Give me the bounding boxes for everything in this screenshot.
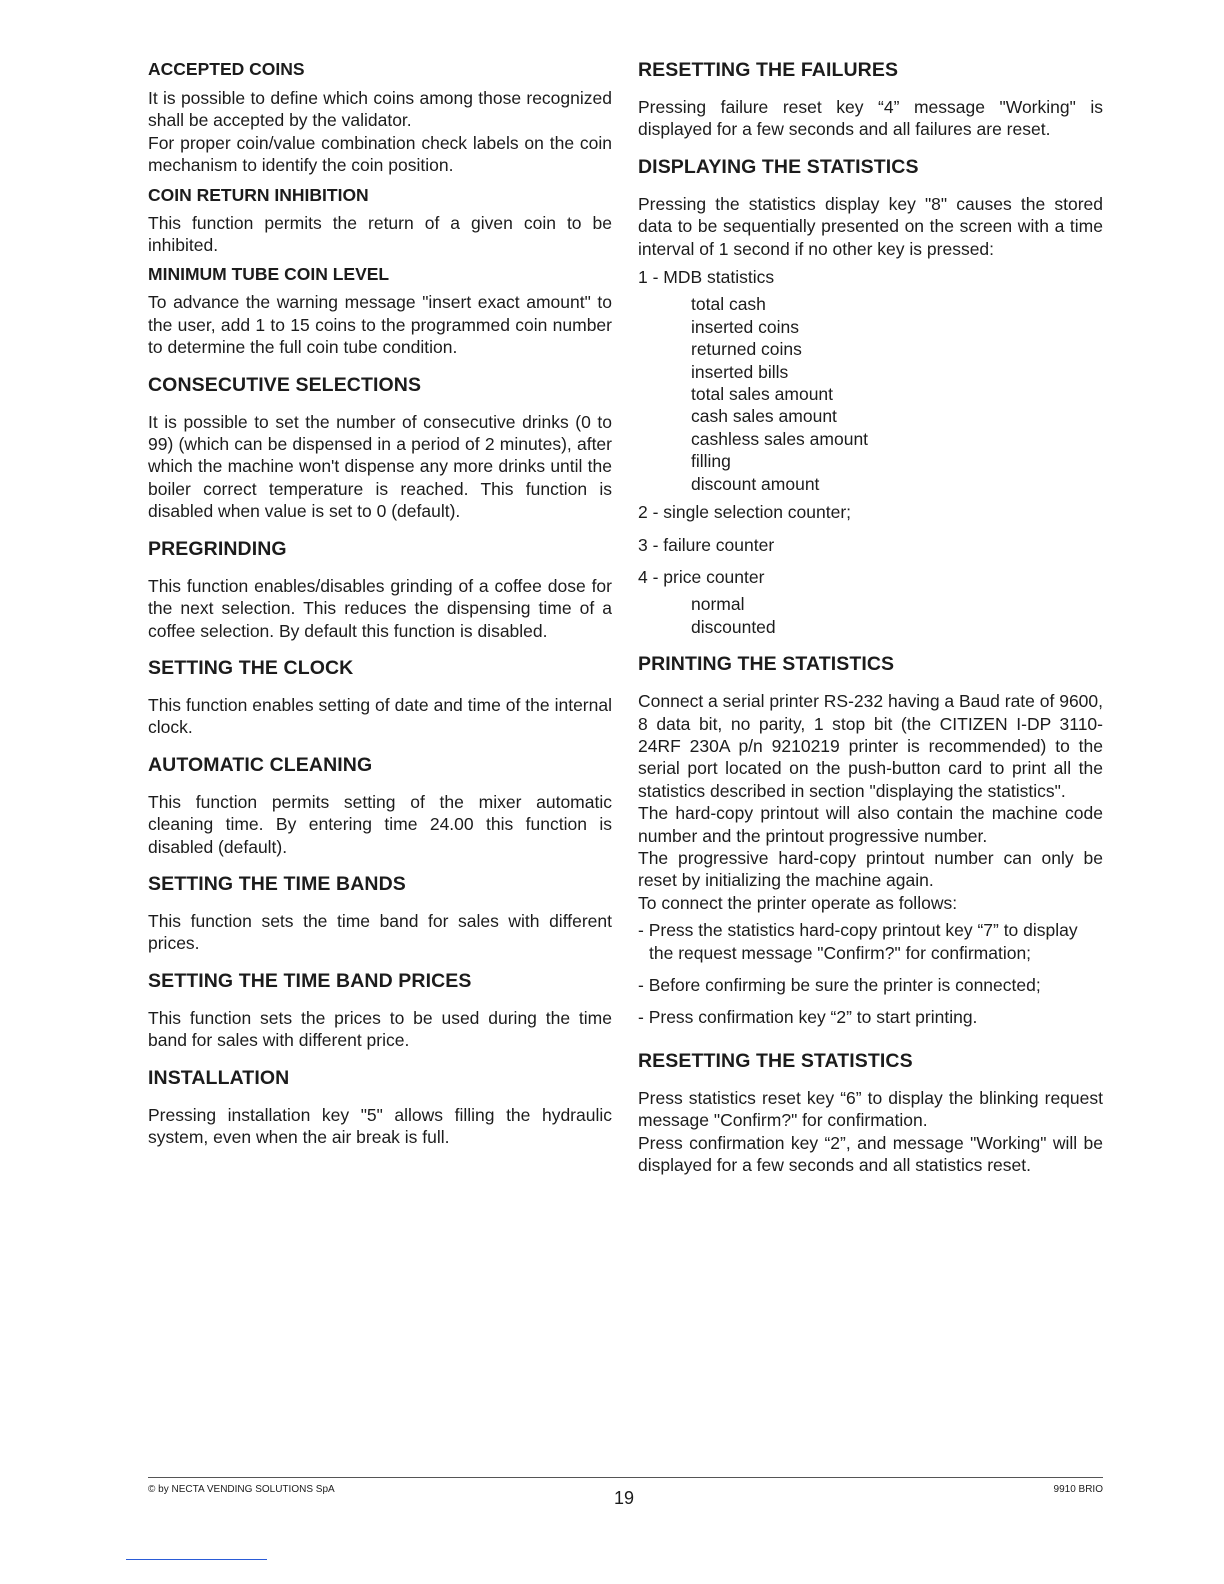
paragraph: This function enables setting of date and time of the internal clock. <box>148 694 612 738</box>
paragraph: Pressing installation key "5" allows filling the hydraulic system, even when the air break is full. <box>148 1104 612 1147</box>
paragraph: This function enables/disables grinding of a coffee dose for the next selection. This reduces the dispensing time of a coffee selection. By default this function is disabled. <box>148 575 612 641</box>
scan-artifact-line <box>126 1559 267 1560</box>
section-setting-the-time-bands <box>148 872 612 955</box>
heading-setting-the-time-band-prices: SETTING THE TIME BAND PRICES <box>148 969 472 992</box>
section-accepted-coins <box>148 58 612 177</box>
section-resetting-the-statistics <box>638 1049 1103 1177</box>
list-item: - Press the statistics hard-copy printout key “7” to display the request message "Confirm?" for confirmation; <box>638 920 1078 963</box>
paragraph: The progressive hard-copy printout number can only be reset by initializing the machine again. <box>638 847 1103 891</box>
heading-displaying-the-statistics: DISPLAYING THE STATISTICS <box>638 155 919 178</box>
list-item: discounted <box>691 616 776 637</box>
section-setting-the-time-band-prices <box>148 969 612 1052</box>
heading-coin-return-inhibition: COIN RETURN INHIBITION <box>148 184 369 205</box>
section-printing-the-statistics <box>638 652 1103 1029</box>
heading-automatic-cleaning: AUTOMATIC CLEANING <box>148 753 373 776</box>
section-consecutive-selections <box>148 373 612 523</box>
list-item: filling <box>691 451 731 472</box>
heading-resetting-the-failures: RESETTING THE FAILURES <box>638 59 899 81</box>
paragraph: The hard-copy printout will also contain the machine code number and the printout progressive number. <box>638 803 1103 846</box>
section-automatic-cleaning <box>148 753 612 858</box>
list-item: returned coins <box>691 339 802 360</box>
section-installation <box>148 1066 612 1149</box>
section-minimum-tube-coin-level <box>148 263 612 358</box>
left-column <box>148 58 612 1148</box>
section-displaying-the-statistics <box>638 155 1103 638</box>
list-item: inserted bills <box>691 361 789 382</box>
heading-printing-the-statistics: PRINTING THE STATISTICS <box>638 653 895 676</box>
footer-document-code: 9910 BRIO <box>1053 1484 1103 1495</box>
list-item: inserted coins <box>691 316 799 337</box>
heading-accepted-coins: ACCEPTED COINS <box>148 59 305 79</box>
mdb-statistics-list <box>638 293 1103 495</box>
heading-setting-the-clock: SETTING THE CLOCK <box>148 656 354 679</box>
paragraph: To connect the printer operate as follows: <box>638 892 958 913</box>
footer-divider <box>148 1477 1103 1478</box>
section-resetting-the-failures <box>638 58 1103 141</box>
paragraph: This function permits setting of the mixer automatic cleaning time. By entering time 24.00 this function is disabled (default). <box>148 791 612 857</box>
right-column <box>638 58 1103 1176</box>
heading-setting-the-time-bands: SETTING THE TIME BANDS <box>148 872 406 895</box>
list-item: 1 - MDB statistics <box>638 267 775 288</box>
paragraph: Press confirmation key “2”, and message "Working" will be displayed for a few seconds and all statistics reset. <box>638 1132 1103 1176</box>
paragraph: This function sets the time band for sales with different prices. <box>148 910 612 954</box>
paragraph: For proper coin/value combination check labels on the coin mechanism to identify the coin position. <box>148 132 612 176</box>
paragraph: It is possible to define which coins among those recognized shall be accepted by the validator. <box>148 88 612 131</box>
paragraph: This function permits the return of a given coin to be inhibited. <box>148 212 612 256</box>
paragraph: It is possible to set the number of consecutive drinks (0 to 99) (which can be dispensed in a period of 2 minutes), after which the machine won't dispense any more drinks until the boiler correct temperature is reached. This function is disabled when value is set to 0 (default). <box>148 411 612 522</box>
list-item: cash sales amount <box>691 406 837 427</box>
list-item: 4 - price counter <box>638 566 765 587</box>
list-item: discount amount <box>691 473 820 494</box>
paragraph: To advance the warning message "insert exact amount" to the user, add 1 to 15 coins to the programmed coin number to determine the full coin tube condition. <box>148 292 612 358</box>
list-item: total cash <box>691 294 766 315</box>
price-counter-list <box>638 593 1103 638</box>
paragraph: Pressing failure reset key “4” message "Working" is displayed for a few seconds and all failures are reset. <box>638 97 1103 140</box>
heading-consecutive-selections: CONSECUTIVE SELECTIONS <box>148 373 422 396</box>
paragraph: Pressing the statistics display key "8" causes the stored data to be sequentially presented on the screen with a time interval of 1 second if no other key is pressed: <box>638 193 1103 259</box>
heading-resetting-the-statistics: RESETTING THE STATISTICS <box>638 1049 913 1072</box>
paragraph: Press statistics reset key “6” to display the blinking request message "Confirm?" for confirmation. <box>638 1087 1103 1131</box>
heading-pregrinding: PREGRINDING <box>148 537 287 560</box>
heading-minimum-tube-coin-level: MINIMUM TUBE COIN LEVEL <box>148 264 390 285</box>
paragraph: Connect a serial printer RS-232 having a Baud rate of 9600, 8 data bit, no parity, 1 stop bit (the CITIZEN I-DP 3110-24RF 230A p/n 9210219 printer is recommended) to the serial port located on the push-button card to print all the statistics described in section "displaying the statistics". <box>638 691 1104 801</box>
list-item: normal <box>691 594 745 615</box>
section-coin-return-inhibition <box>148 184 612 257</box>
page-number: 19 <box>614 1488 635 1508</box>
list-item: 2 - single selection counter; <box>638 502 852 523</box>
paragraph: This function sets the prices to be used during the time band for sales with different price. <box>148 1007 612 1051</box>
list-item: total sales amount <box>691 384 834 405</box>
list-item: 3 - failure counter <box>638 534 775 555</box>
section-pregrinding <box>148 537 612 642</box>
section-setting-the-clock <box>148 656 612 739</box>
list-item: cashless sales amount <box>691 428 869 449</box>
list-item: - Before confirming be sure the printer is connected; <box>638 975 1041 995</box>
list-item: - Press confirmation key “2” to start printing. <box>638 1007 978 1028</box>
footer-copyright: © by NECTA VENDING SOLUTIONS SpA <box>148 1484 335 1495</box>
heading-installation: INSTALLATION <box>148 1066 290 1089</box>
